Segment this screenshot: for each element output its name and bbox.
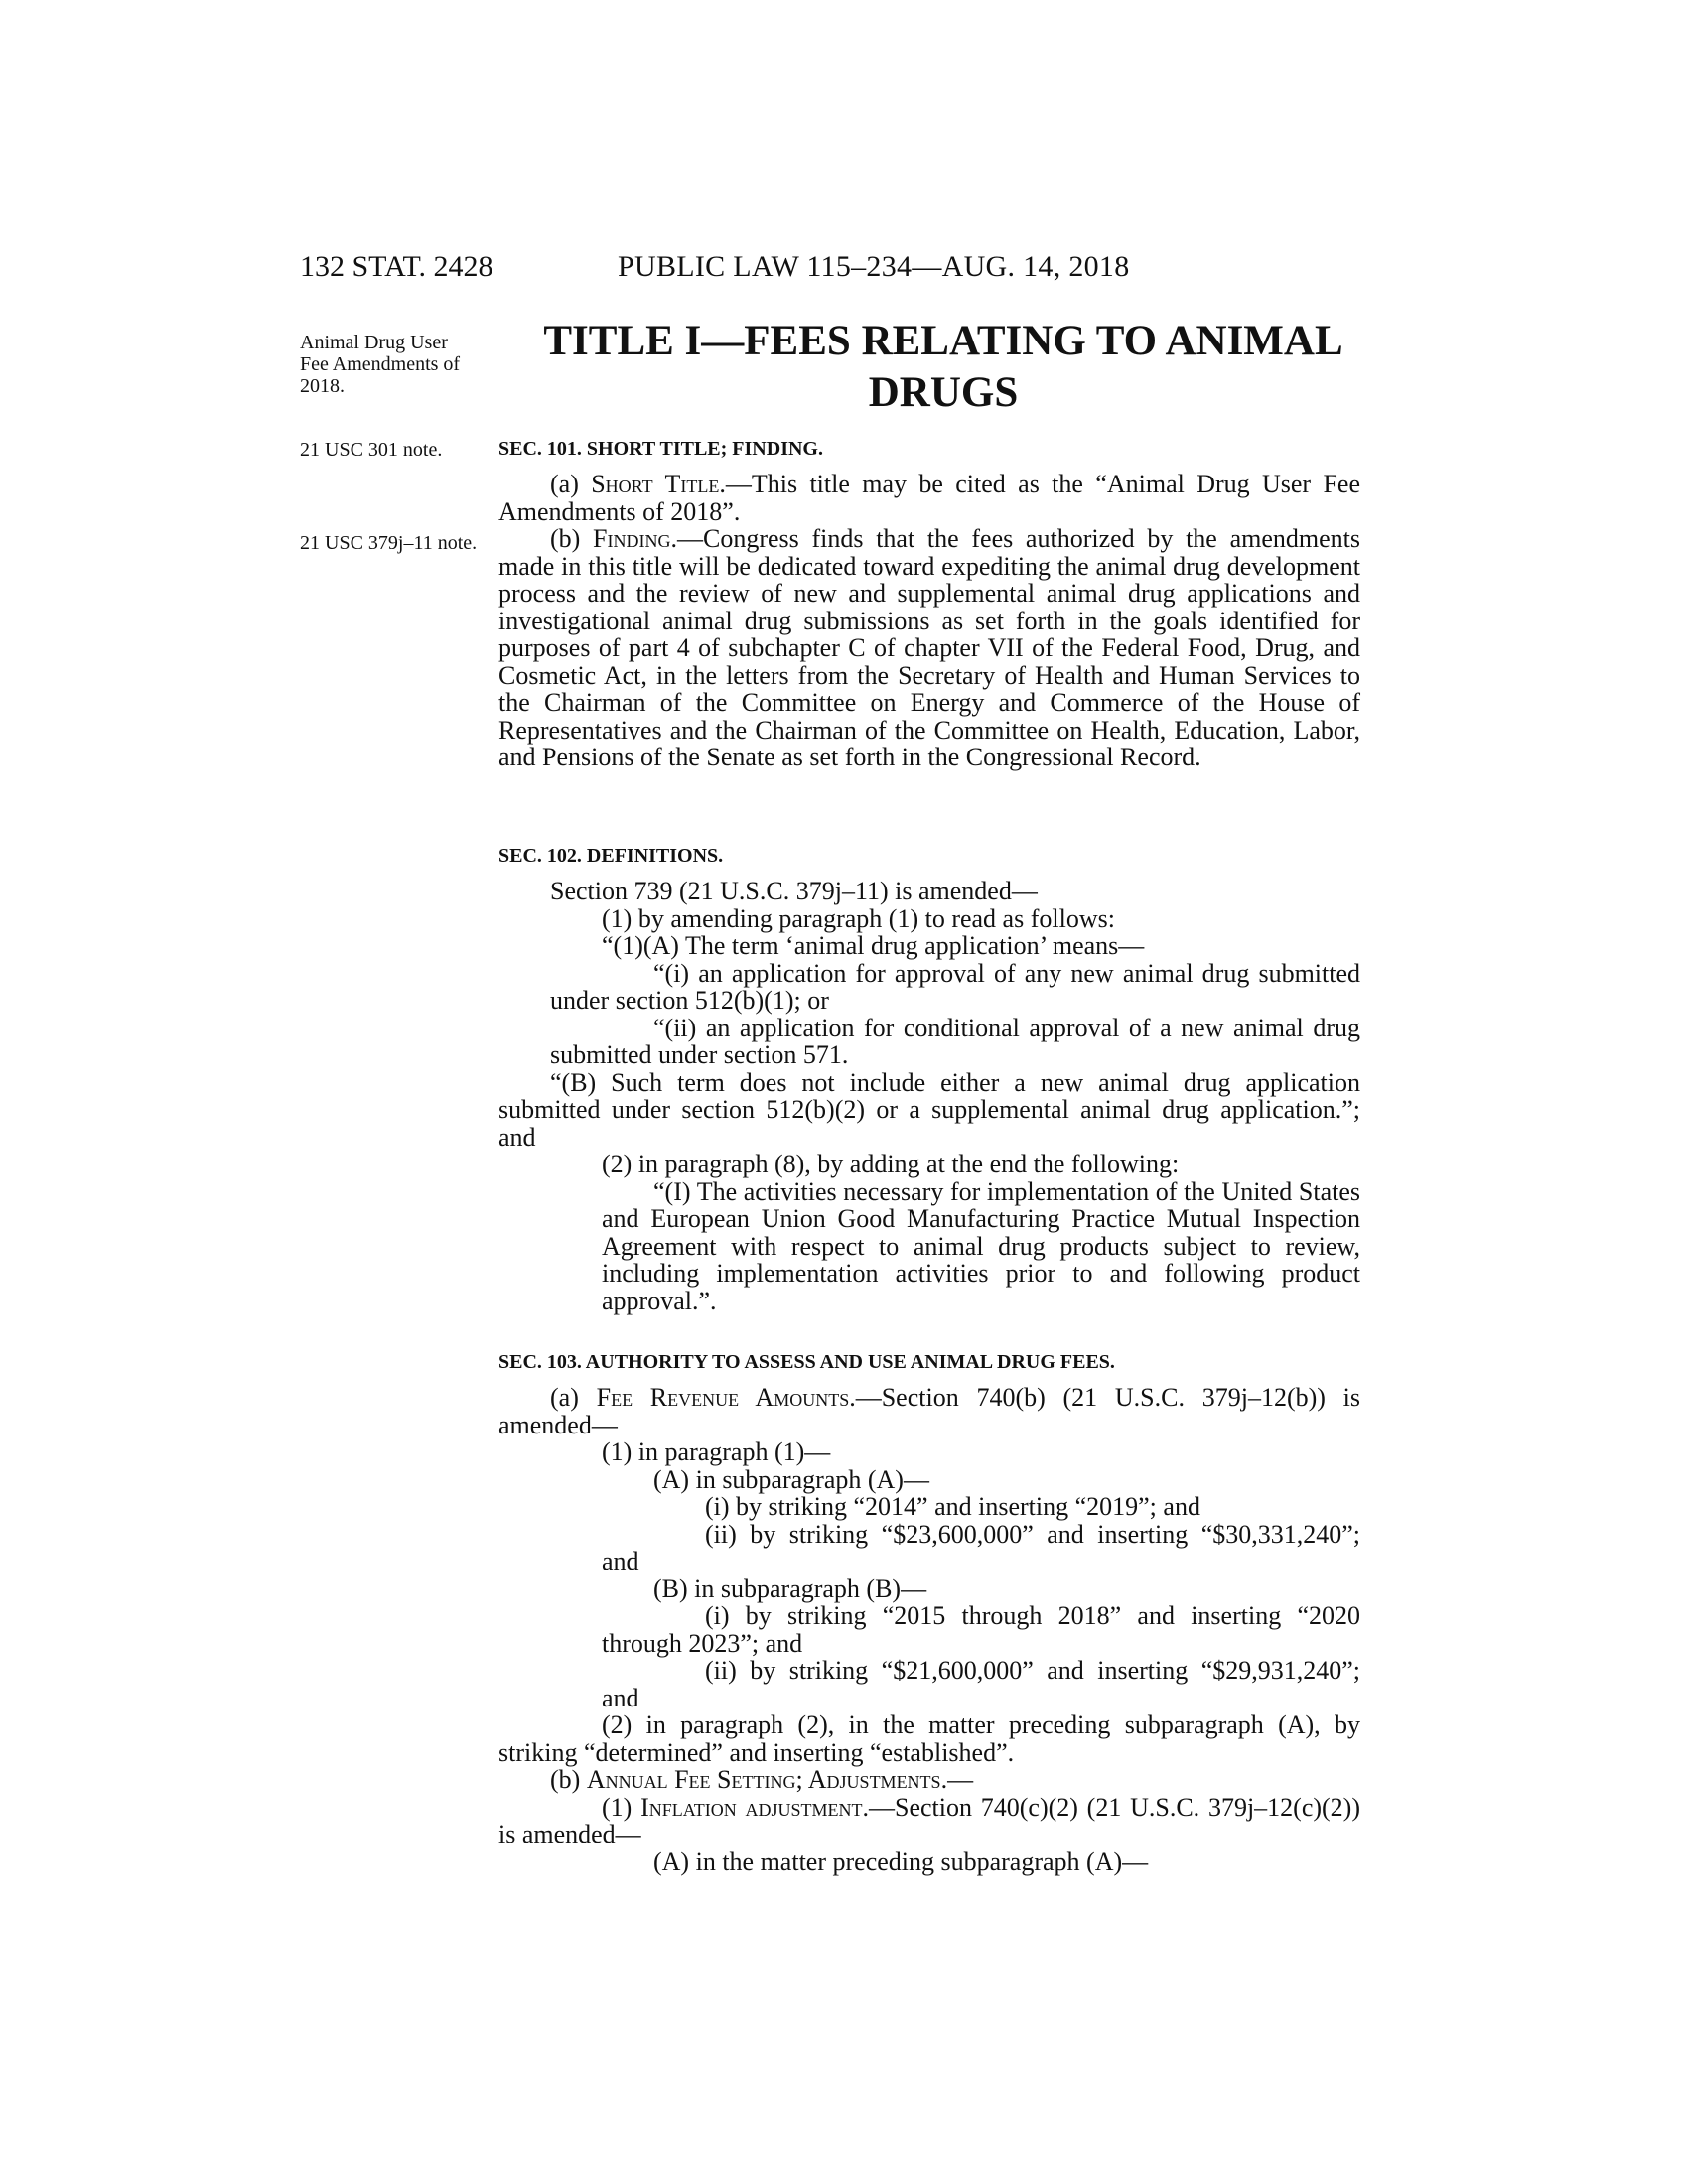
paragraph: “(i) an application for approval of any new animal drug submitted under section 512(b)(1); or [550,958,1360,1015]
page-number: 132 STAT. 2428 [300,250,493,283]
paragraph-finding: (b) Finding.—Congress finds that the fees authorized by the amendments made in this title will be dedicated toward expediting the animal drug development process and the review of new and supplemental animal drug applications and investigational animal drug submissions as set forth in the goals identified for purposes of part 4 of subchapter C of chapter VII of the Federal Food, Drug, and Cosmetic Act, in the letters from the Secretary of Health and Human Services to the Chairman of the Committee on Energy and Commerce of the House of Representatives and the Chairman of the Committee on Health, Education, Labor, and Pensions of the Senate as set forth in the Congressional Record. [498,524,1360,771]
paragraph-annual-fee-setting: (b) Annual Fee Setting; Adjustments.— [550,1765,974,1794]
paragraph: “(ii) an application for conditional approval of a new animal drug submitted under section 571. [550,1013,1360,1069]
section-heading: SEC. 103. AUTHORITY TO ASSESS AND USE ANIMAL DRUG FEES. [498,1351,1115,1373]
paragraph: (ii) by striking “$21,600,000” and inserting “$29,931,240”; and [602,1656,1360,1712]
caption-inflation-adjustment: Inflation adjustment. [640,1792,869,1822]
margin-note-usc-301: 21 USC 301 note. [300,439,443,461]
section-103 [498,1350,1360,1875]
margin-note-short-title: Animal Drug User Fee Amendments of 2018. [300,332,461,397]
section-102 [498,844,1360,1314]
paragraph: (i) by striking “2015 through 2018” and inserting “2020 through 2023”; and [602,1601,1360,1658]
paragraph: (A) in subparagraph (A)— [653,1464,929,1494]
section-heading: SEC. 101. SHORT TITLE; FINDING. [498,438,823,460]
title-heading [477,316,1410,419]
paragraph: “(1)(A) The term ‘animal drug application’ means— [602,931,1145,960]
paragraph: (2) in paragraph (8), by adding at the end the following: [602,1150,1180,1178]
section-heading: SEC. 102. DEFINITIONS. [498,845,724,867]
caption-finding: Finding. [593,524,677,553]
paragraph: (ii) by striking “$23,600,000” and inserting “$30,331,240”; and [602,1519,1360,1575]
running-head: PUBLIC LAW 115–234—AUG. 14, 2018 [618,250,1130,283]
paragraph: (2) in paragraph (2), in the matter preceding subparagraph (A), by striking “determined” and inserting “established”. [498,1710,1360,1767]
page-header [0,250,1688,290]
paragraph: (1) by amending paragraph (1) to read as follows: [602,903,1115,933]
section-101 [498,437,1360,771]
title-line-2: DRUGS [868,369,1019,416]
paragraph: (1) in paragraph (1)— [602,1437,831,1466]
caption-fee-revenue: Fee Revenue Amounts. [596,1383,856,1412]
margin-note-usc-379j: 21 USC 379j–11 note. [300,532,478,554]
paragraph: “(B) Such term does not include either a new animal drug application submitted under section 512(b)(2) or a supplemental animal drug application.”; and [498,1067,1360,1152]
caption-short-title: Short Title. [591,470,726,498]
paragraph: (B) in subparagraph (B)— [653,1573,927,1603]
paragraph: (A) in the matter preceding subparagraph (A)— [653,1846,1149,1876]
paragraph-inflation-adjustment: (1) Inflation adjustment.—Section 740(c)(2) (21 U.S.C. 379j–12(c)(2)) is amended— [498,1792,1360,1848]
caption-annual-fee-setting: Annual Fee Setting; Adjustments. [586,1765,948,1794]
paragraph: (i) by striking “2014” and inserting “2019”; and [705,1492,1200,1521]
paragraph: “(I) The activities necessary for implementation of the United States and European Union Good Manufacturing Practice Mutual Inspection Agreement with respect to animal drug products subject to review, including implementation activities prior to and following product approval.”. [602,1176,1360,1315]
paragraph-short-title: (a) Short Title.—This title may be cited as the “Animal Drug User Fee Amendments of 2018”. [498,470,1360,526]
paragraph: Section 739 (21 U.S.C. 379j–11) is amended— [550,877,1038,905]
paragraph-fee-revenue: (a) Fee Revenue Amounts.—Section 740(b) (21 U.S.C. 379j–12(b)) is amended— [498,1383,1360,1439]
title-line-1: TITLE I—FEES RELATING TO ANIMAL [543,318,1343,364]
